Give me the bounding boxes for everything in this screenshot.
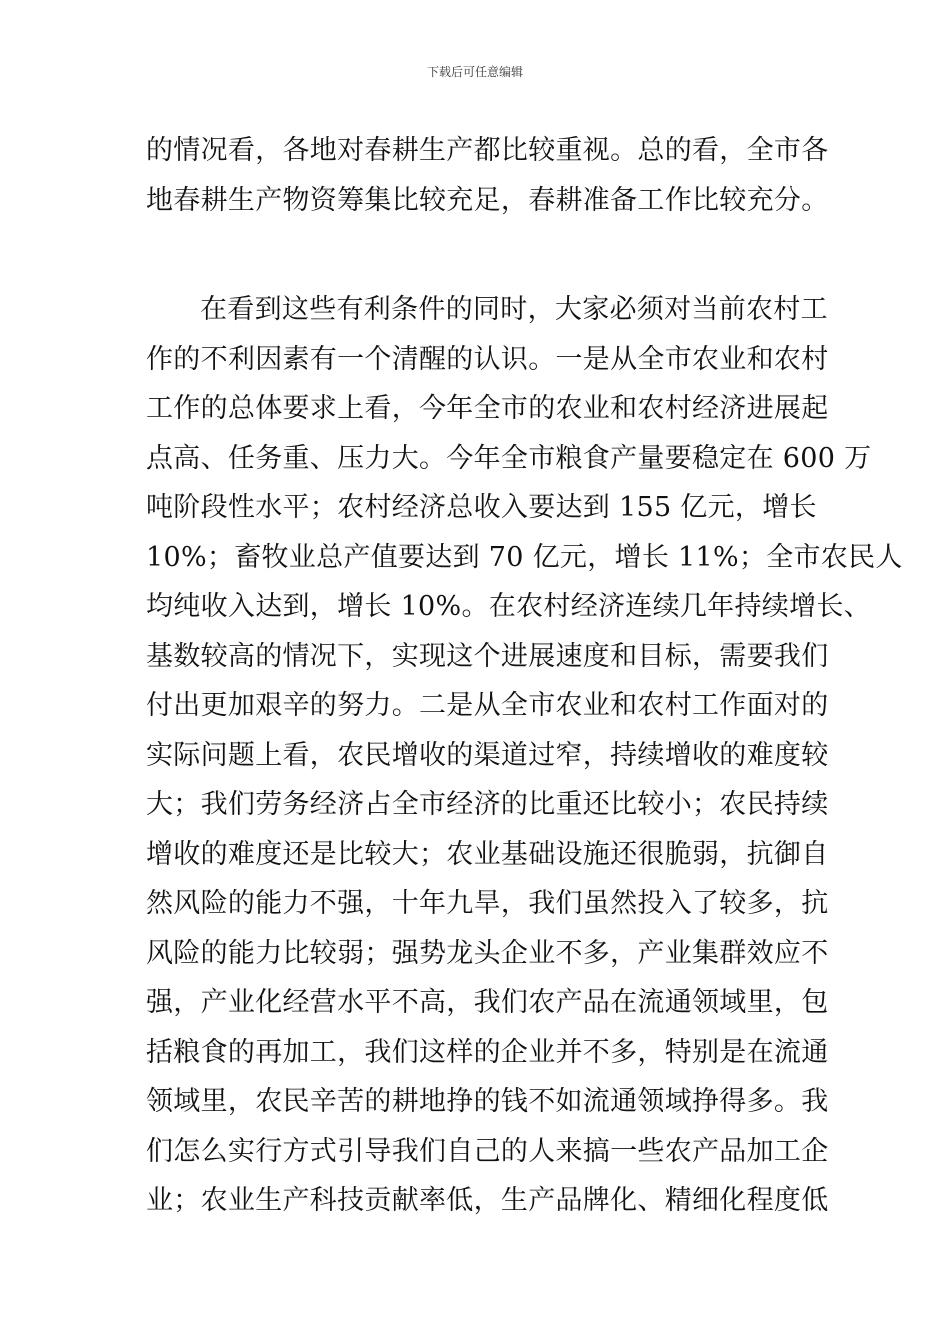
text-line: 们怎么实行方式引导我们自己的人来搞一些农产品加工企 [146,1135,829,1167]
document-body [146,126,903,1226]
text-line: 作的不利因素有一个清醒的认识。一是从全市农业和农村 [146,343,829,375]
text-line: 基数较高的情况下，实现这个进展速度和目标，需要我们 [146,640,829,672]
text-line: 的情况看，各地对春耕生产都比较重视。总的看，全市各 [146,135,829,166]
page-header: 下载后可任意编辑 [426,65,523,79]
text-line: 10%；畜牧业总产值要达到 70 亿元，增长 11%；全市农民人 [146,541,903,573]
text-line: 然风险的能力不强，十年九旱，我们虽然投入了较多，抗 [146,888,829,919]
text-line: 工作的总体要求上看，今年全市的农业和农村经济进展起 [146,393,829,424]
text-line: 付出更加艰辛的努力。二是从全市农业和农村工作面对的 [146,690,829,721]
paragraph-1 [146,126,829,225]
paragraph-2 [146,285,903,1226]
text-line: 均纯收入达到，增长 10%。在农村经济连续几年持续增长、 [146,591,871,622]
text-line: 点高、任务重、压力大。今年全市粮食产量要稳定在 600 万 [146,442,872,474]
text-line: 在看到这些有利条件的同时，大家必须对当前农村工 [200,294,828,325]
text-line: 风险的能力比较弱；强势龙头企业不多，产业集群效应不 [146,937,829,969]
text-line: 增收的难度还是比较大；农业基础设施还很脆弱，抗御自 [146,838,829,870]
text-line: 业；农业生产科技贡献率低，生产品牌化、精细化程度低 [146,1185,829,1216]
text-line: 大；我们劳务经济占全市经济的比重还比较小；农民持续 [146,789,829,820]
text-line: 括粮食的再加工，我们这样的企业并不多，特别是在流通 [146,1036,829,1068]
text-line: 吨阶段性水平；农村经济总收入要达到 155 亿元，增长 [146,492,817,523]
paragraph-gap [146,225,808,285]
text-line: 领域里，农民辛苦的耕地挣的钱不如流通领域挣得多。我 [146,1086,829,1117]
text-line: 地春耕生产物资筹集比较充足，春耕准备工作比较充分。 [146,184,829,216]
text-line: 强，产业化经营水平不高，我们农产品在流通领域里，包 [146,987,829,1018]
text-line: 实际问题上看，农民增收的渠道过窄，持续增收的难度较 [146,739,829,771]
